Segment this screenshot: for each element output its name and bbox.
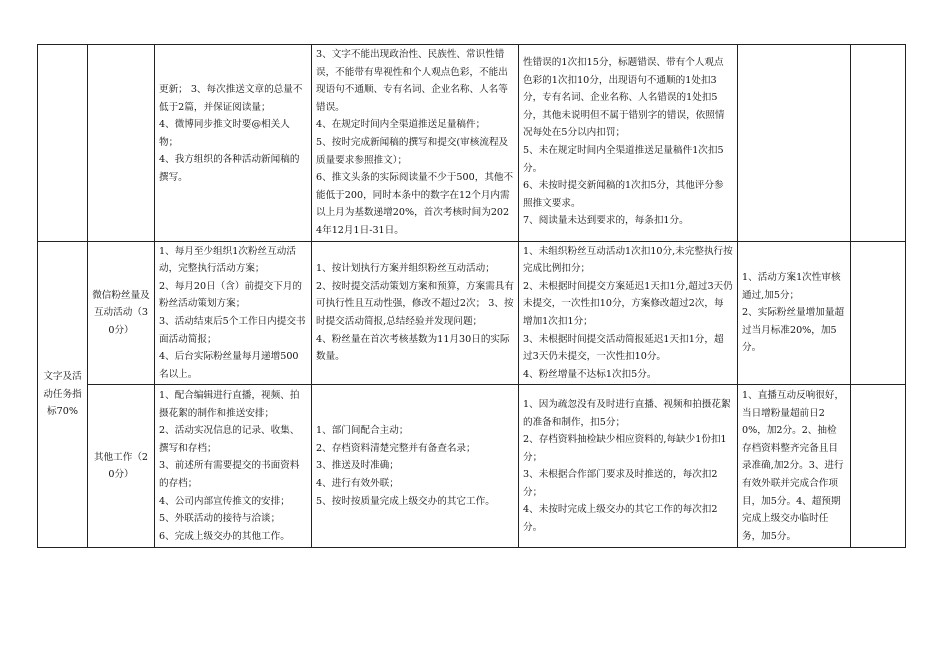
standard-line: 4、微博同步推文时要@相关人物； (159, 119, 290, 148)
item-label: 微信粉丝量及互动活动（30分） (92, 289, 150, 336)
bonus-cell (738, 385, 851, 548)
standard-line: 2、活动实况信息的记录、收集、撰写和存档； (159, 425, 300, 454)
score-cell-empty (851, 241, 906, 385)
requirement-line: 3、文字不能出现政治性、民族性、常识性错误，不能带有卑视性和个人观点色彩，不能出现语句不通顺、专有名词、企业名称、人名等错误。 (316, 49, 508, 113)
deductions-cell (519, 241, 738, 385)
item-cell-empty (88, 45, 155, 242)
requirements-cell (312, 385, 519, 548)
standard-line: 3、活动结束后5个工作日内提交书面活动简报； (159, 315, 306, 345)
deduction-line: 3、未根据时间提交活动简报延迟1天扣1分，超过3天仍未提交，一次性扣10分。 (523, 333, 724, 363)
deduction-line: 2、未根据时间提交方案延迟1天扣1分,超过3天仍未提交，一次性扣10分，方案修改超过2次，每增加1次扣1分； (523, 280, 733, 327)
bonus-line: 2、实际粉丝量增加量超过当月标准20%，加5分。 (742, 307, 845, 354)
deduction-line: 1、因为疏忽没有及时进行直播、视频和拍摄花絮的准备和制作，扣5分； (523, 398, 731, 428)
bonus-cell-empty (738, 45, 851, 242)
assessment-table (37, 44, 906, 548)
requirement-line: 2、存档资料清楚完整并有备查名录； (316, 442, 476, 454)
standard-cell (155, 241, 312, 385)
standard-cell (155, 45, 312, 242)
standard-line: 5、外联活动的接待与洽谈； (159, 513, 281, 525)
requirements-cell (312, 45, 519, 242)
deductions-cell (519, 385, 738, 548)
item-cell (88, 385, 155, 548)
deduction-line: 6、未按时提交新闻稿的1次扣5分，其他评分参照推文要求。 (523, 180, 724, 209)
requirement-line: 4、在规定时间内全渠道推送足量稿件； (316, 119, 486, 131)
requirement-line: 4、进行有效外联； (316, 478, 399, 490)
standard-line: 1、每月至少组织1次粉丝互动活动，完整执行活动方案； (159, 245, 296, 275)
requirement-line: 4、粉丝量在首次考核基数为11月30日的实际数量。 (316, 333, 510, 363)
bonus-cell (738, 241, 851, 385)
standard-line: 4、后台实际粉丝量每月递增500名以上。 (159, 351, 299, 380)
bonus-line: 1、活动方案1次性审核通过,加5分； (742, 271, 841, 301)
deduction-line: 3、未根据合作部门要求及时推送的，每次扣2分； (523, 469, 718, 498)
table-row (38, 385, 906, 548)
category-label: 文字及活动任务指标70% (43, 371, 82, 418)
bonus-line: 1、直播互动反响很好，当日增粉量超前日20%，加2分。2、抽检存档资料整齐完备且目录准确,加2分。3、进行有效外联并完成合作项目，加5分。4、超预期完成上级交办临时任务，加5分。 (742, 390, 845, 542)
score-cell-empty (851, 385, 906, 548)
standard-line: 4、公司内部宣传推文的安排； (159, 495, 290, 507)
requirement-line: 1、部门间配合主动； (316, 425, 409, 437)
deduction-line: 4、粉丝增量不达标1次扣5分。 (523, 368, 657, 380)
deduction-line: 5、未在规定时间内全渠道推送足量稿件1次扣5分。 (523, 144, 724, 174)
deduction-line: 7、阅读量未达到要求的，每条扣1分。 (523, 215, 689, 227)
requirement-line: 3、推送及时准确； (316, 460, 399, 472)
requirements-cell (312, 241, 519, 385)
score-cell-empty (851, 45, 906, 242)
standard-line: 4、我方组织的各种活动新闻稿的撰写。 (159, 154, 300, 183)
requirement-line: 2、按时提交活动策划方案和预算，方案需具有可执行性且互动性强，修改不超过2次； 3、按时提交活动简报,总结经验并发现问题； (316, 280, 514, 327)
standard-cell (155, 385, 312, 548)
deductions-cell (519, 45, 738, 242)
item-label: 其他工作（20分） (93, 451, 149, 481)
table-row (38, 45, 906, 242)
item-cell (88, 241, 155, 385)
standard-line: 更新； 3、每次推送文章的总量不低于2篇，并保证阅读量； (159, 84, 303, 113)
standard-line: 1、配合编辑进行直播，视频、拍摄花絮的制作和推送安排； (159, 390, 300, 419)
category-cell (38, 241, 88, 548)
requirement-line: 1、按计划执行方案并组织粉丝互动活动； (316, 263, 495, 275)
standard-line: 2、每月20日（含）前提交下月的粉丝活动策划方案； (159, 280, 303, 310)
deduction-line: 2、存档资料抽检缺少相应资料的,每缺少1份扣1分； (523, 434, 727, 463)
category-cell-empty (38, 45, 88, 242)
standard-line: 3、前述所有需要提交的书面资料的存档； (159, 460, 300, 490)
standard-line: 6、完成上级交办的其他工作。 (159, 530, 290, 542)
requirement-line: 6、推文头条的实际阅读量不少于500，其他不能低于200，同时本条中的数字在12个月内需以上月为基数递增20%，首次考核时间为2024年12月1日-31日。 (316, 172, 514, 236)
deduction-line: 1、未组织粉丝互动活动1次扣10分,未完整执行按完成比例扣分； (523, 245, 733, 275)
requirement-line: 5、按时按质量完成上级交办的其它工作。 (316, 495, 495, 507)
table-row (38, 241, 906, 385)
deduction-line: 4、未按时完成上级交办的其它工作的每次扣2分。 (523, 504, 718, 534)
requirement-line: 5、按时完成新闻稿的撰写和提交(审核流程及质量要求参照推文）； (316, 136, 509, 166)
deduction-line: 性错误的1次扣15分，标题错误、带有个人观点色彩的1次扣10分，出现语句不通顺的1处扣3分，专有名词、企业名称、人名错误的1处扣5分，其他未说明但不属于错别字的错误，依照情况每处在5分以内扣罚； (523, 57, 725, 139)
